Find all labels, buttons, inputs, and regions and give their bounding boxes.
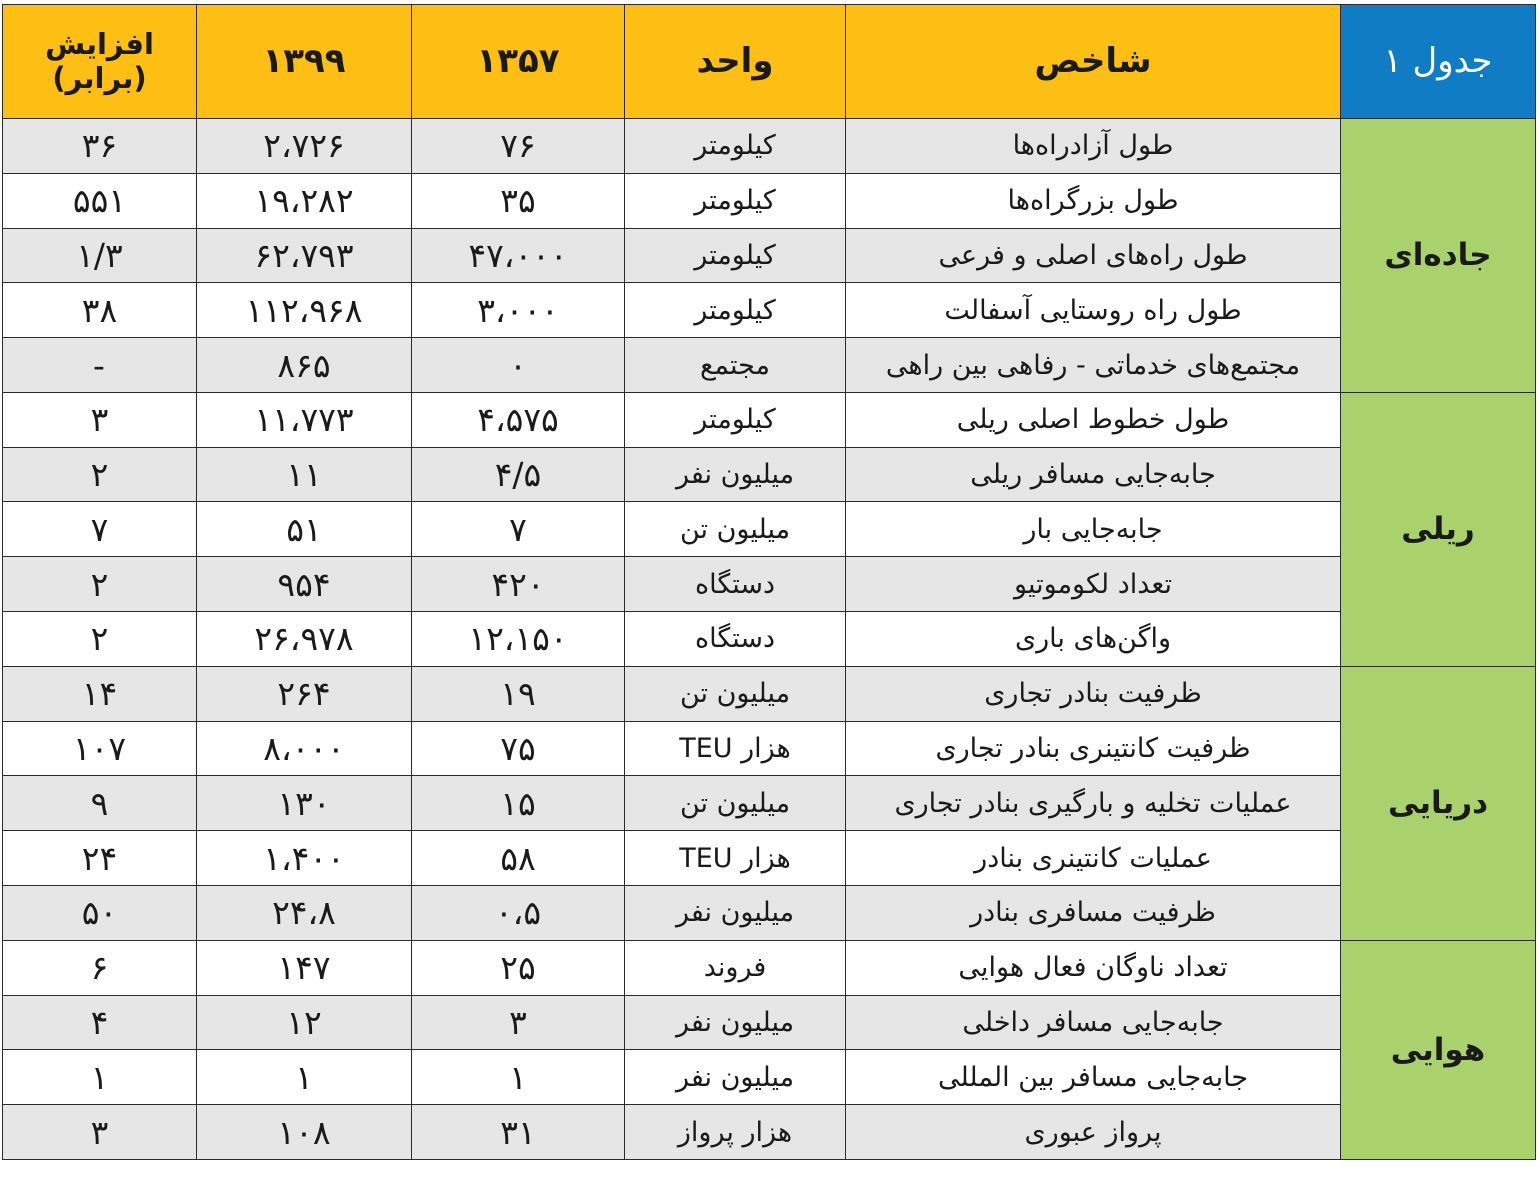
- increase-cell: ۳۸: [3, 283, 197, 338]
- table-row: [3, 173, 1536, 228]
- increase-cell: ۷: [3, 502, 197, 557]
- unit-cell: فروند: [625, 940, 846, 995]
- category-cell: دریایی: [1341, 666, 1536, 940]
- increase-cell: ۵۵۱: [3, 173, 197, 228]
- value-1357-cell: ۰: [412, 338, 625, 393]
- unit-cell: کیلومتر: [625, 119, 846, 174]
- value-1357-cell: ۱۹: [412, 666, 625, 721]
- unit-cell: میلیون نفر: [625, 995, 846, 1050]
- table-row: [3, 612, 1536, 667]
- category-cell: جاده‌ای: [1341, 119, 1536, 393]
- unit-cell: میلیون تن: [625, 776, 846, 831]
- indicator-cell: پرواز عبوری: [846, 1105, 1341, 1160]
- value-1357-cell: ۳۱: [412, 1105, 625, 1160]
- increase-cell: -: [3, 338, 197, 393]
- increase-cell: ۹: [3, 776, 197, 831]
- increase-cell: ۱/۳: [3, 228, 197, 283]
- value-1357-cell: ۳۵: [412, 173, 625, 228]
- value-1399-cell: ۱۳۰: [197, 776, 412, 831]
- table-row: [3, 940, 1536, 995]
- indicator-cell: طول راه روستایی آسفالت: [846, 283, 1341, 338]
- table-row: [3, 885, 1536, 940]
- header-year-1399: ۱۳۹۹: [197, 5, 412, 119]
- table-row: [3, 557, 1536, 612]
- increase-cell: ۲۴: [3, 831, 197, 886]
- value-1357-cell: ۴،۵۷۵: [412, 392, 625, 447]
- value-1357-cell: ۱۲،۱۵۰: [412, 612, 625, 667]
- unit-cell: کیلومتر: [625, 173, 846, 228]
- increase-cell: ۳: [3, 1105, 197, 1160]
- indicator-cell: طول بزرگراه‌ها: [846, 173, 1341, 228]
- value-1357-cell: ۳،۰۰۰: [412, 283, 625, 338]
- indicator-cell: طول خطوط اصلی ریلی: [846, 392, 1341, 447]
- indicator-cell: مجتمع‌های خدماتی - رفاهی بین راهی: [846, 338, 1341, 393]
- unit-cell: میلیون نفر: [625, 885, 846, 940]
- transport-indicators-table: [2, 4, 1536, 1160]
- unit-cell: میلیون تن: [625, 502, 846, 557]
- indicator-cell: تعداد ناوگان فعال هوایی: [846, 940, 1341, 995]
- unit-cell: هزار پرواز: [625, 1105, 846, 1160]
- value-1399-cell: ۸۶۵: [197, 338, 412, 393]
- value-1399-cell: ۲۴،۸: [197, 885, 412, 940]
- increase-cell: ۲: [3, 447, 197, 502]
- table-row: [3, 447, 1536, 502]
- value-1399-cell: ۱۱۲،۹۶۸: [197, 283, 412, 338]
- value-1357-cell: ۴۷،۰۰۰: [412, 228, 625, 283]
- indicator-cell: جابه‌جایی مسافر بین المللی: [846, 1050, 1341, 1105]
- value-1399-cell: ۱،۴۰۰: [197, 831, 412, 886]
- value-1399-cell: ۵۱: [197, 502, 412, 557]
- value-1357-cell: ۷۶: [412, 119, 625, 174]
- value-1399-cell: ۱۱: [197, 447, 412, 502]
- indicator-cell: عملیات کانتینری بنادر: [846, 831, 1341, 886]
- indicator-cell: طول آزادراه‌ها: [846, 119, 1341, 174]
- table-title: جدول ۱: [1341, 5, 1536, 119]
- table-row: [3, 776, 1536, 831]
- table-row: [3, 831, 1536, 886]
- category-cell: هوایی: [1341, 940, 1536, 1159]
- table-row: [3, 721, 1536, 776]
- value-1357-cell: ۵۸: [412, 831, 625, 886]
- value-1399-cell: ۱۰۸: [197, 1105, 412, 1160]
- header-row: [3, 5, 1536, 119]
- value-1357-cell: ۴۲۰: [412, 557, 625, 612]
- unit-cell: دستگاه: [625, 557, 846, 612]
- increase-cell: ۳۶: [3, 119, 197, 174]
- header-year-1357: ۱۳۵۷: [412, 5, 625, 119]
- value-1357-cell: ۰،۵: [412, 885, 625, 940]
- header-increase-label: افزایش: [45, 27, 154, 62]
- value-1399-cell: ۱۴۷: [197, 940, 412, 995]
- increase-cell: ۱: [3, 1050, 197, 1105]
- unit-cell: کیلومتر: [625, 283, 846, 338]
- unit-cell: مجتمع: [625, 338, 846, 393]
- value-1357-cell: ۱: [412, 1050, 625, 1105]
- unit-cell: میلیون نفر: [625, 447, 846, 502]
- value-1399-cell: ۱۲: [197, 995, 412, 1050]
- category-cell: ریلی: [1341, 392, 1536, 666]
- unit-cell: کیلومتر: [625, 392, 846, 447]
- indicator-cell: ظرفیت مسافری بنادر: [846, 885, 1341, 940]
- header-unit: واحد: [625, 5, 846, 119]
- unit-cell: میلیون تن: [625, 666, 846, 721]
- indicator-cell: جابه‌جایی مسافر ریلی: [846, 447, 1341, 502]
- unit-cell: میلیون نفر: [625, 1050, 846, 1105]
- increase-cell: ۱۰۷: [3, 721, 197, 776]
- header-indicator: شاخص: [846, 5, 1341, 119]
- table-body: [3, 119, 1536, 1160]
- unit-cell: کیلومتر: [625, 228, 846, 283]
- value-1399-cell: ۶۲،۷۹۳: [197, 228, 412, 283]
- unit-cell: هزار TEU: [625, 831, 846, 886]
- header-increase: [3, 5, 197, 119]
- value-1399-cell: ۹۵۴: [197, 557, 412, 612]
- table-row: [3, 666, 1536, 721]
- value-1399-cell: ۲،۷۲۶: [197, 119, 412, 174]
- table-row: [3, 502, 1536, 557]
- indicator-cell: عملیات تخلیه و بارگیری بنادر تجاری: [846, 776, 1341, 831]
- header-increase-sublabel: (برابر): [52, 60, 147, 95]
- value-1399-cell: ۱۱،۷۷۳: [197, 392, 412, 447]
- table-row: [3, 119, 1536, 174]
- value-1357-cell: ۷: [412, 502, 625, 557]
- unit-cell: دستگاه: [625, 612, 846, 667]
- table-row: [3, 392, 1536, 447]
- table-row: [3, 283, 1536, 338]
- indicator-cell: جابه‌جایی بار: [846, 502, 1341, 557]
- table-row: [3, 995, 1536, 1050]
- table-row: [3, 228, 1536, 283]
- unit-cell: هزار TEU: [625, 721, 846, 776]
- indicator-cell: ظرفیت بنادر تجاری: [846, 666, 1341, 721]
- increase-cell: ۲: [3, 612, 197, 667]
- value-1399-cell: ۸،۰۰۰: [197, 721, 412, 776]
- value-1399-cell: ۱۹،۲۸۲: [197, 173, 412, 228]
- table-row: [3, 1050, 1536, 1105]
- value-1357-cell: ۴/۵: [412, 447, 625, 502]
- value-1399-cell: ۲۶۴: [197, 666, 412, 721]
- value-1357-cell: ۳: [412, 995, 625, 1050]
- indicator-cell: ظرفیت کانتینری بنادر تجاری: [846, 721, 1341, 776]
- value-1357-cell: ۱۵: [412, 776, 625, 831]
- increase-cell: ۵۰: [3, 885, 197, 940]
- value-1399-cell: ۱: [197, 1050, 412, 1105]
- increase-cell: ۳: [3, 392, 197, 447]
- table-row: [3, 338, 1536, 393]
- value-1399-cell: ۲۶،۹۷۸: [197, 612, 412, 667]
- indicator-cell: واگن‌های باری: [846, 612, 1341, 667]
- increase-cell: ۲: [3, 557, 197, 612]
- increase-cell: ۱۴: [3, 666, 197, 721]
- indicator-cell: جابه‌جایی مسافر داخلی: [846, 995, 1341, 1050]
- indicator-cell: طول راه‌های اصلی و فرعی: [846, 228, 1341, 283]
- indicator-cell: تعداد لکوموتیو: [846, 557, 1341, 612]
- increase-cell: ۶: [3, 940, 197, 995]
- table-row: [3, 1105, 1536, 1160]
- value-1357-cell: ۷۵: [412, 721, 625, 776]
- increase-cell: ۴: [3, 995, 197, 1050]
- value-1357-cell: ۲۵: [412, 940, 625, 995]
